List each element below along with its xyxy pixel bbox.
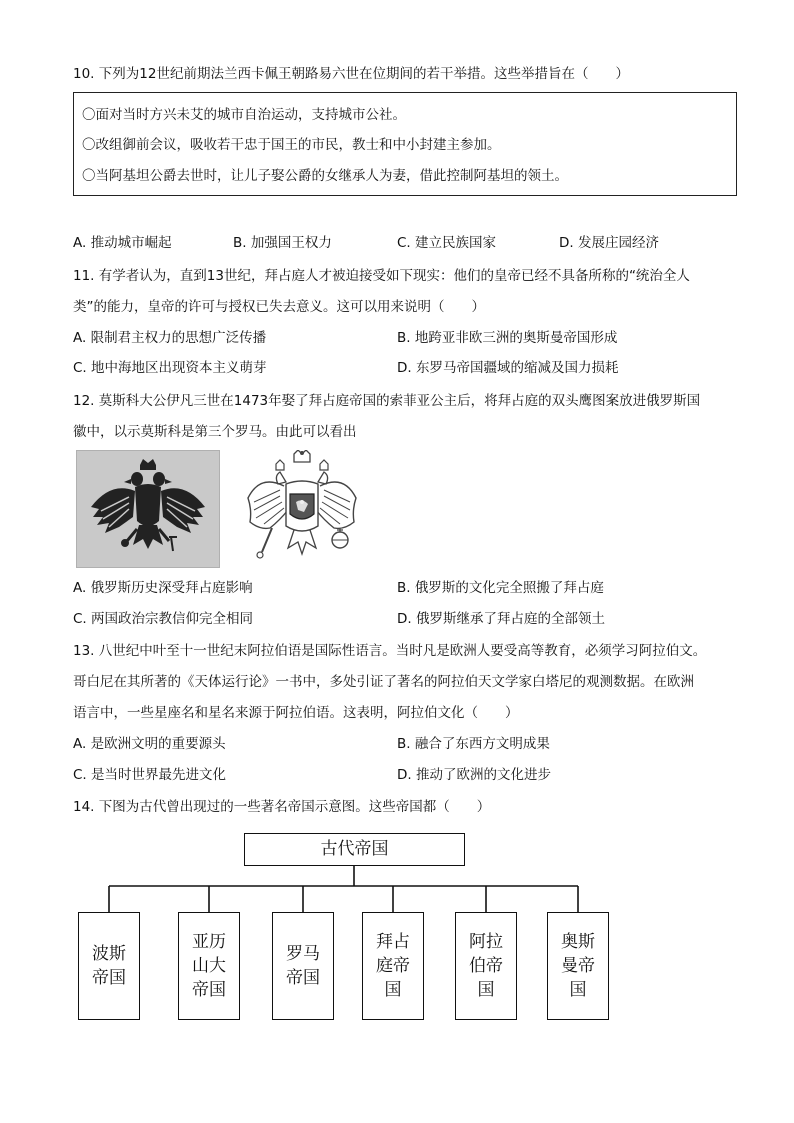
q13-stem-line: 语言中，一些星座名和星名来源于阿拉伯语。这表明，阿拉伯文化（ ） bbox=[73, 705, 519, 721]
q10-stem: 10. 下列为12世纪前期法兰西卡佩王朝路易六世在位期间的若干举措。这些举措旨在（ ） bbox=[73, 66, 629, 82]
q11-option-b[interactable]: B. 地跨亚非欧三洲的奥斯曼帝国形成 bbox=[397, 330, 618, 346]
diagram-title: 古代帝国 bbox=[320, 839, 389, 859]
empire-label-line: 国 bbox=[384, 980, 402, 1000]
q12-stem-line: 徽中，以示莫斯科是第三个罗马。由此可以看出 bbox=[73, 424, 357, 440]
q11-option-d[interactable]: D. 东罗马帝国疆域的缩减及国力损耗 bbox=[397, 360, 619, 376]
empire-box-alexander bbox=[178, 912, 240, 1020]
q10-box-line: 〇面对当时方兴未艾的城市自治运动，支持城市公社。 bbox=[82, 107, 406, 123]
empire-box-persian bbox=[78, 912, 140, 1020]
empire-label-line: 国 bbox=[477, 980, 495, 1000]
empire-label-line: 庭帝 bbox=[376, 956, 410, 976]
q14-stem: 14. 下图为古代曾出现过的一些著名帝国示意图。这些帝国都（ ） bbox=[73, 799, 491, 815]
empire-label-line: 曼帝 bbox=[561, 956, 595, 976]
empire-label-line: 国 bbox=[569, 980, 587, 1000]
q10-option-a[interactable]: A. 推动城市崛起 bbox=[73, 235, 172, 251]
q10-box-line: 〇当阿基坦公爵去世时，让儿子娶公爵的女继承人为妻，借此控制阿基坦的领土。 bbox=[82, 168, 568, 184]
q12-option-a[interactable]: A. 俄罗斯历史深受拜占庭影响 bbox=[73, 580, 253, 596]
q12-option-b[interactable]: B. 俄罗斯的文化完全照搬了拜占庭 bbox=[397, 580, 604, 596]
q13-stem-line: 哥白尼在其所著的《天体运行论》一书中，多处引证了著名的阿拉伯天文学家白塔尼的观测数据。在欧洲 bbox=[73, 674, 694, 690]
empire-label-line: 山大 bbox=[192, 956, 226, 976]
empire-label-line: 阿拉 bbox=[469, 932, 503, 952]
russian-coat-of-arms-image bbox=[240, 450, 364, 568]
q10-option-c[interactable]: C. 建立民族国家 bbox=[397, 235, 497, 251]
empire-box-roman bbox=[272, 912, 334, 1020]
empire-label-line: 伯帝 bbox=[469, 956, 503, 976]
q13-option-d[interactable]: D. 推动了欧洲的文化进步 bbox=[397, 767, 551, 783]
byzantine-double-eagle-icon bbox=[77, 451, 219, 567]
byzantine-double-eagle-image bbox=[76, 450, 220, 568]
q11-stem-line: 类”的能力，皇帝的许可与授权已失去意义。这可以用来说明（ ） bbox=[73, 299, 485, 315]
q12-stem-line: 12. 莫斯科大公伊凡三世在1473年娶了拜占庭帝国的索菲亚公主后，将拜占庭的双头鹰图案放进俄罗斯国 bbox=[73, 393, 701, 409]
q12-option-d[interactable]: D. 俄罗斯继承了拜占庭的全部领土 bbox=[397, 611, 605, 627]
q10-box-line: 〇改组御前会议，吸收若干忠于国王的市民，教士和中小封建主参加。 bbox=[82, 137, 501, 153]
empire-label-line: 帝国 bbox=[192, 980, 226, 1000]
diagram-title-box bbox=[244, 833, 465, 866]
empire-box-byzantine bbox=[362, 912, 424, 1020]
q11-stem-line: 11. 有学者认为，直到13世纪，拜占庭人才被迫接受如下现实：他们的皇帝已经不具备所称的“统治全人 bbox=[73, 268, 690, 284]
empire-label-line: 罗马 bbox=[286, 944, 320, 964]
q13-option-b[interactable]: B. 融合了东西方文明成果 bbox=[397, 736, 550, 752]
empire-label-line: 帝国 bbox=[92, 968, 126, 988]
empire-label-line: 帝国 bbox=[286, 968, 320, 988]
empire-label-line: 波斯 bbox=[92, 944, 126, 964]
q13-option-c[interactable]: C. 是当时世界最先进文化 bbox=[73, 767, 227, 783]
q10-option-b[interactable]: B. 加强国王权力 bbox=[233, 235, 332, 251]
empire-label-line: 亚历 bbox=[192, 932, 226, 952]
russian-coat-of-arms-icon bbox=[240, 450, 364, 568]
q11-option-c[interactable]: C. 地中海地区出现资本主义萌芽 bbox=[73, 360, 267, 376]
q12-option-c[interactable]: C. 两国政治宗教信仰完全相同 bbox=[73, 611, 254, 627]
q13-option-a[interactable]: A. 是欧洲文明的重要源头 bbox=[73, 736, 226, 752]
empire-label-line: 奥斯 bbox=[561, 932, 595, 952]
q10-option-d[interactable]: D. 发展庄园经济 bbox=[559, 235, 659, 251]
q13-stem-line: 13. 八世纪中叶至十一世纪末阿拉伯语是国际性语言。当时凡是欧洲人要受高等教育，必须学习阿拉伯文。 bbox=[73, 643, 707, 659]
q11-option-a[interactable]: A. 限制君主权力的思想广泛传播 bbox=[73, 330, 267, 346]
empire-box-ottoman bbox=[547, 912, 609, 1020]
empire-label-line: 拜占 bbox=[376, 932, 410, 952]
empire-box-arab bbox=[455, 912, 517, 1020]
q10-measures-box bbox=[73, 92, 737, 196]
